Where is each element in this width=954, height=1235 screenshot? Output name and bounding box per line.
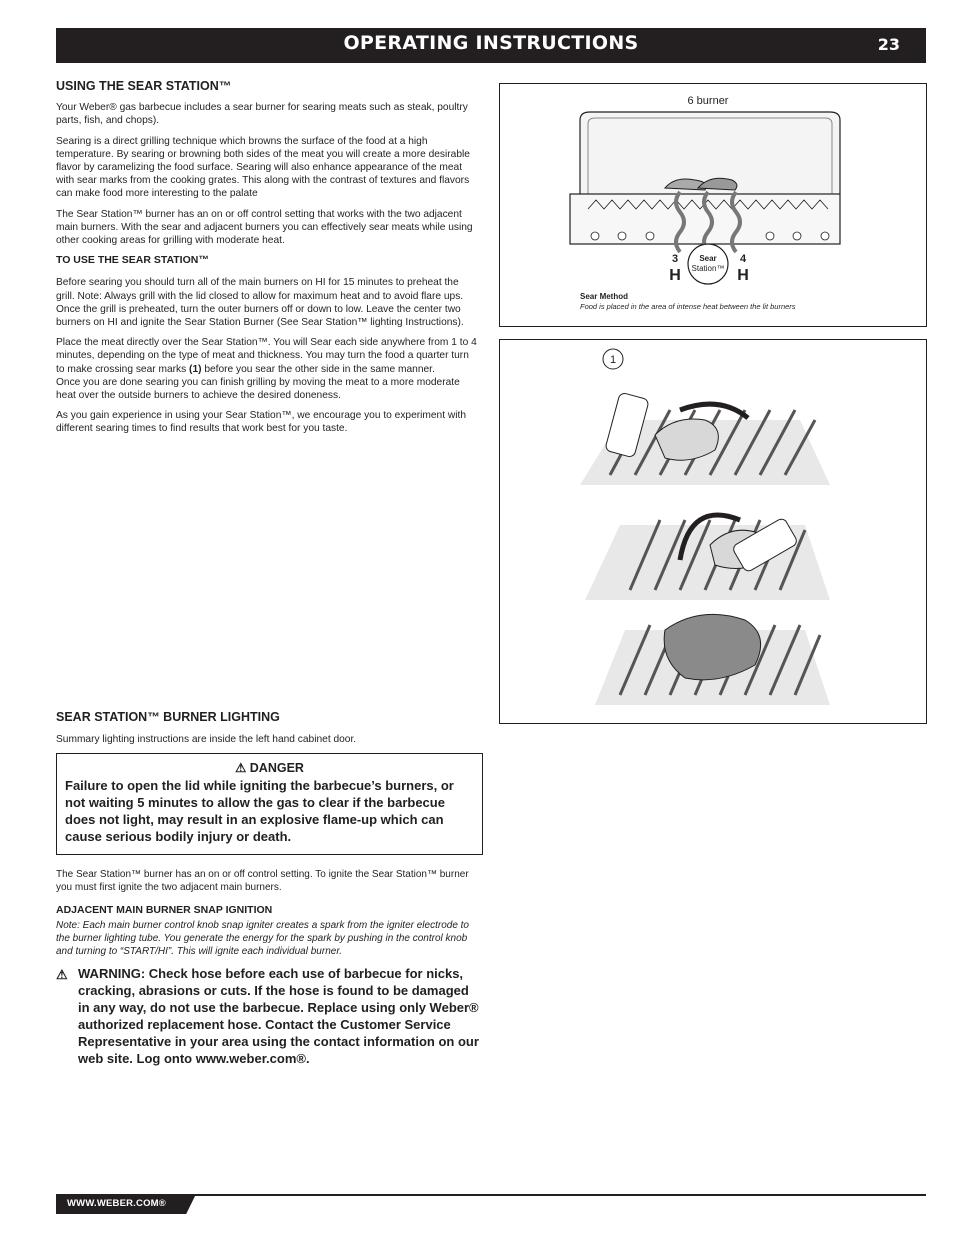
using-sear-station-section <box>56 80 480 443</box>
warning-block <box>56 965 480 1067</box>
grill-diagram <box>500 84 926 326</box>
searing-steps-illustration <box>500 340 926 723</box>
note-text: Note: Each main burner control knob snap igniter creates a spark from the igniter electrode to the burner lighting tube. You generate the energy for the spark by pushing in the control knob and turning to “START/HI”. This will ignite each individual burner. <box>56 919 469 958</box>
paragraph: The Sear Station™ burner has an on or off control setting that works with the two adjacent main burners. With the sear and adjacent burners you can effectively sear meats while using other cooking areas for grilling with moderate heat. <box>56 208 473 247</box>
caption-text: Food is placed in the area of intense heat between the lit burners <box>580 302 796 311</box>
svg-text:Sear: Sear <box>699 254 717 263</box>
paragraph: Searing is a direct grilling technique which browns the surface of the food at a high temperature. By searing or browning both sides of the meat you will create a more desirable flavor by caramelizing the food surface. Searing will also enhance appearance of the meat with sear marks from the cooking grates. This along with the contrast of textures and flavors can make food more interesting to the palate <box>56 135 470 200</box>
svg-text:Station™: Station™ <box>691 264 725 273</box>
paragraph: Your Weber® gas barbecue includes a sear burner for searing meats such as steak, poultry parts, fish, and chops). <box>56 102 468 127</box>
caption-title: Sear Method <box>580 292 629 301</box>
page-number: 23 <box>877 35 900 54</box>
searing-steps-figure <box>499 339 927 724</box>
figure-label: 6 burner <box>687 95 729 107</box>
paragraph: As you gain experience in using your Sear Station™, we encourage you to experiment with different searing times to find results that work best for you taste. <box>56 410 466 435</box>
lighting-section <box>56 711 480 753</box>
paragraph: Place the meat directly over the Sear Station™. You will Sear each side anywhere from 1 to 4 minutes, depending on the type of meat and thickness. You may turn the food a quarter turn to make crossing sear marks (1) before you sear the other side in the same manner. <box>56 337 477 375</box>
seared-steak-icon <box>664 614 760 679</box>
burner-setting-left: H <box>669 267 681 284</box>
section-heading-using: USING THE SEAR STATION™ <box>56 79 232 93</box>
page-title: OPERATING INSTRUCTIONS <box>343 32 639 54</box>
section-heading-lighting: SEAR STATION™ BURNER LIGHTING <box>56 710 280 724</box>
burner-number-right: 4 <box>739 253 747 265</box>
page-header <box>56 28 926 63</box>
warning-triangle-icon: ⚠ <box>56 967 68 982</box>
step-reference: (1) <box>189 363 202 375</box>
sear-method-figure <box>499 83 927 327</box>
subheading-to-use: TO USE THE SEAR STATION™ <box>56 254 209 267</box>
burner-setting-right: H <box>737 267 749 284</box>
burner-number-left: 3 <box>671 253 679 265</box>
warning-triangle-icon: ⚠ <box>235 761 247 775</box>
paragraph: The Sear Station™ burner has an on or off control setting. To ignite the Sear Station™ burner you must first ignite the two adjacent main burners. <box>56 869 469 894</box>
danger-box <box>56 753 483 855</box>
paragraph: Before searing you should turn all of the main burners on HI for 15 minutes to preheat the grill. Note: Always grill with the lid closed to allow for maximum heat and to avoid flare ups. <box>56 277 464 302</box>
paragraph: Once the grill is preheated, turn the outer burners off or down to low. Leave the center two burners on HI and ignite the Sear Station Burner (See Sear Station™ lighting Instructions). <box>56 303 464 329</box>
svg-text:1: 1 <box>609 354 617 366</box>
subheading-snap-ignition: ADJACENT MAIN BURNER SNAP IGNITION <box>56 904 273 917</box>
footer-url: WWW.WEBER.COM® <box>67 1198 166 1209</box>
ignite-section <box>56 868 480 965</box>
paragraph: Summary lighting instructions are inside the left hand cabinet door. <box>56 734 357 746</box>
warning-text: WARNING: Check hose before each use of barbecue for nicks, cracking, abrasions or cuts. If the hose is found to be damaged in any way, do not use the barbecue. Replace using only Weber® authorized replacement hose. Contact the Customer Service Representative in your area using the contact information on our web site. Log onto www.weber.com®. <box>78 966 479 1066</box>
danger-label: DANGER <box>249 761 304 775</box>
danger-text: Failure to open the lid while igniting the barbecue’s burners, or not waiting 5 minutes to allow the gas to clear if the barbecue does not light, may result in an explosive flame-up which can cause serious bodily injury or death. <box>65 778 454 844</box>
paragraph: Once you are done searing you can finish grilling by moving the meat to a more moderate heat over the outside burners to achieve the desired doneness. <box>56 376 460 402</box>
